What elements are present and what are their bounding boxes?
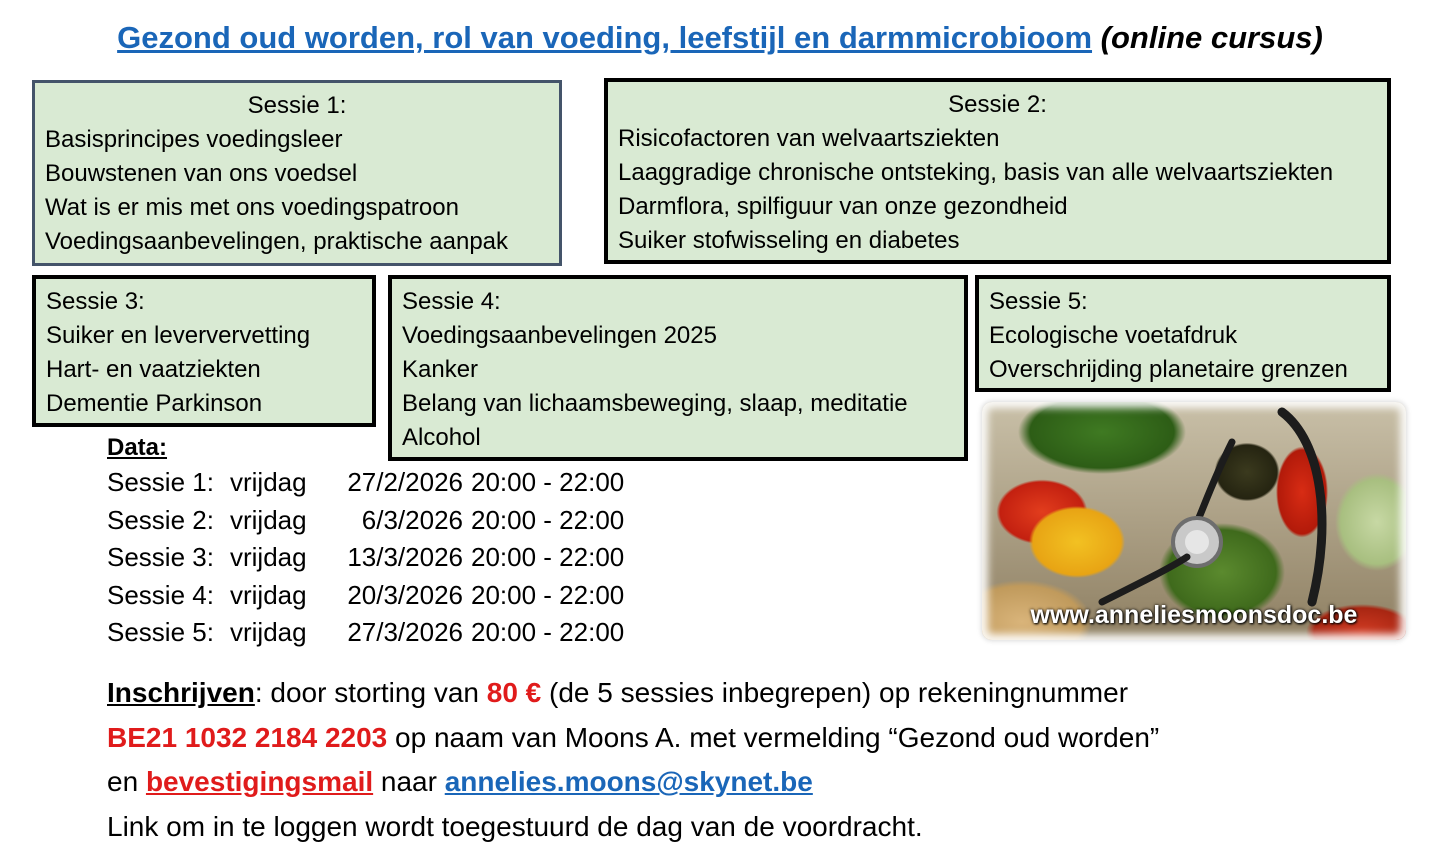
signup-text: (de 5 sessies inbegrepen) op rekeningnummer — [541, 677, 1128, 708]
signup-text: op naam van Moons A. met vermelding “Gezond oud worden” — [387, 722, 1159, 753]
session-1-item: Wat is er mis met ons voedingspatroon — [45, 191, 549, 225]
page-title — [0, 20, 1440, 56]
session-3-item: Suiker en leververvetting — [46, 319, 362, 353]
session-4-item: Voedingsaanbevelingen 2025 — [402, 319, 954, 353]
schedule-time: 20:00 - 22:00 — [463, 577, 624, 615]
schedule-session: Sessie 4: — [107, 577, 230, 615]
schedule-label: Data: — [107, 432, 624, 464]
session-1-item: Bouwstenen van ons voedsel — [45, 157, 549, 191]
schedule-date: 27/2/2026 — [330, 464, 463, 502]
session-2-item: Darmflora, spilfiguur van onze gezondheid — [618, 190, 1377, 224]
schedule-date: 20/3/2026 — [330, 577, 463, 615]
session-5-item: Ecologische voetafdruk — [989, 319, 1377, 353]
session-3-heading: Sessie 3: — [46, 285, 362, 319]
signup-text: naar — [373, 766, 445, 797]
schedule-session: Sessie 1: — [107, 464, 230, 502]
session-2-item: Risicofactoren van welvaartsziekten — [618, 122, 1377, 156]
session-5-heading: Sessie 5: — [989, 285, 1377, 319]
schedule-row — [107, 539, 624, 577]
title-note: (online cursus) — [1101, 20, 1323, 55]
session-2-item: Laaggradige chronische ontsteking, basis van alle welvaartsziekten — [618, 156, 1377, 190]
schedule-date: 6/3/2026 — [330, 502, 463, 540]
schedule-row — [107, 614, 624, 652]
price-label: 80 € — [487, 677, 542, 708]
schedule-date: 27/3/2026 — [330, 614, 463, 652]
schedule-day: vrijdag — [230, 464, 330, 502]
schedule-time: 20:00 - 22:00 — [463, 614, 624, 652]
session-4-item: Belang van lichaamsbeweging, slaap, meditatie — [402, 387, 954, 421]
schedule — [107, 432, 624, 652]
session-1-box — [32, 80, 562, 266]
signup-section — [107, 671, 1159, 849]
email-link[interactable]: annelies.moons@skynet.be — [445, 766, 813, 797]
schedule-date: 13/3/2026 — [330, 539, 463, 577]
session-1-heading: Sessie 1: — [45, 89, 549, 123]
session-2-heading: Sessie 2: — [618, 88, 1377, 122]
schedule-day: vrijdag — [230, 539, 330, 577]
schedule-session: Sessie 3: — [107, 539, 230, 577]
session-4-item: Alcohol — [402, 421, 954, 455]
session-3-item: Hart- en vaatziekten — [46, 353, 362, 387]
title-link[interactable]: Gezond oud worden, rol van voeding, leefstijl en darmmicrobioom — [117, 20, 1092, 55]
schedule-day: vrijdag — [230, 502, 330, 540]
signup-text: : door storting van — [255, 677, 487, 708]
schedule-row — [107, 464, 624, 502]
session-3-box — [32, 275, 376, 427]
signup-label: Inschrijven — [107, 677, 255, 708]
vegetables-stethoscope-photo — [982, 402, 1406, 640]
photo-url-text: www.anneliesmoonsdoc.be — [982, 601, 1406, 630]
iban-number: BE21 1032 2184 2203 — [107, 722, 387, 753]
confirmation-mail-label: bevestigingsmail — [146, 766, 373, 797]
session-1-item: Voedingsaanbevelingen, praktische aanpak — [45, 225, 549, 259]
signup-line-3 — [107, 760, 1159, 805]
session-2-item: Suiker stofwisseling en diabetes — [618, 224, 1377, 258]
schedule-day: vrijdag — [230, 577, 330, 615]
signup-text: en — [107, 766, 146, 797]
session-3-item: Dementie Parkinson — [46, 387, 362, 421]
session-2-box — [604, 78, 1391, 264]
schedule-time: 20:00 - 22:00 — [463, 539, 624, 577]
session-5-item: Overschrijding planetaire grenzen — [989, 353, 1377, 387]
schedule-time: 20:00 - 22:00 — [463, 464, 624, 502]
schedule-session: Sessie 5: — [107, 614, 230, 652]
schedule-time: 20:00 - 22:00 — [463, 502, 624, 540]
schedule-row — [107, 577, 624, 615]
schedule-row — [107, 502, 624, 540]
session-4-item: Kanker — [402, 353, 954, 387]
signup-line-2 — [107, 716, 1159, 761]
signup-line-4: Link om in te loggen wordt toegestuurd de dag van de voordracht. — [107, 805, 1159, 849]
session-1-item: Basisprincipes voedingsleer — [45, 123, 549, 157]
schedule-session: Sessie 2: — [107, 502, 230, 540]
session-5-box — [975, 275, 1391, 392]
schedule-day: vrijdag — [230, 614, 330, 652]
session-4-heading: Sessie 4: — [402, 285, 954, 319]
signup-line-1 — [107, 671, 1159, 716]
